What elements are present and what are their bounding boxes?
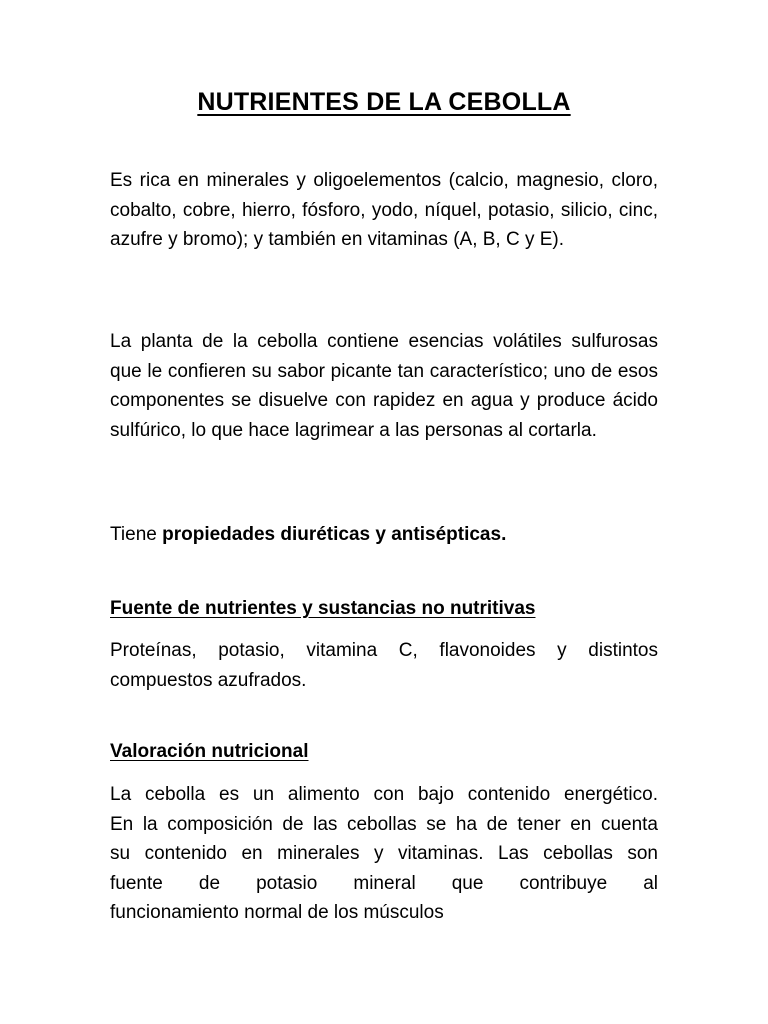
paragraph-volatile-essences: La planta de la cebolla contiene esencias volátiles sulfurosas que le confieren su sabor picante tan característico; uno de esos componentes se disuelve con rapidez en agua y produce ácido sulfúrico, lo que hace lagrimear a las personas al cortarla. — [110, 331, 658, 441]
paragraph-minerals: Es rica en minerales y oligoelementos (calcio, magnesio, cloro, cobalto, cobre, hierro, fósforo, yodo, níquel, potasio, silicio, cinc, azufre y bromo); y también en vitaminas (A, B, C y E). — [110, 170, 658, 250]
paragraph-nutritional-value — [110, 780, 658, 928]
nutritional-line-1: La cebolla es un alimento con bajo contenido energético. — [110, 784, 658, 805]
nutritional-line-5: funcionamiento normal de los músculos — [110, 902, 444, 923]
document-title: NUTRIENTES DE LA CEBOLLA — [197, 88, 571, 116]
section-heading-nutritional-value: Valoración nutricional — [110, 741, 309, 762]
properties-prefix: Tiene — [110, 524, 163, 545]
nutritional-line-4: fuente de potasio mineral que contribuye al — [110, 872, 658, 894]
properties-bold-text: propiedades diuréticas y antisépticas. — [162, 524, 507, 545]
paragraph-nutrient-sources: Proteínas, potasio, vitamina C, flavonoides y distintos compuestos azufrados. — [110, 640, 658, 691]
nutritional-line-2: En la composición de las cebollas se ha de tener en cuenta — [110, 813, 658, 835]
nutritional-line-3: su contenido en minerales y vitaminas. Las cebollas son — [110, 843, 658, 864]
paragraph-properties — [110, 520, 658, 550]
section-heading-nutrient-sources: Fuente de nutrientes y sustancias no nutritivas — [110, 598, 536, 619]
